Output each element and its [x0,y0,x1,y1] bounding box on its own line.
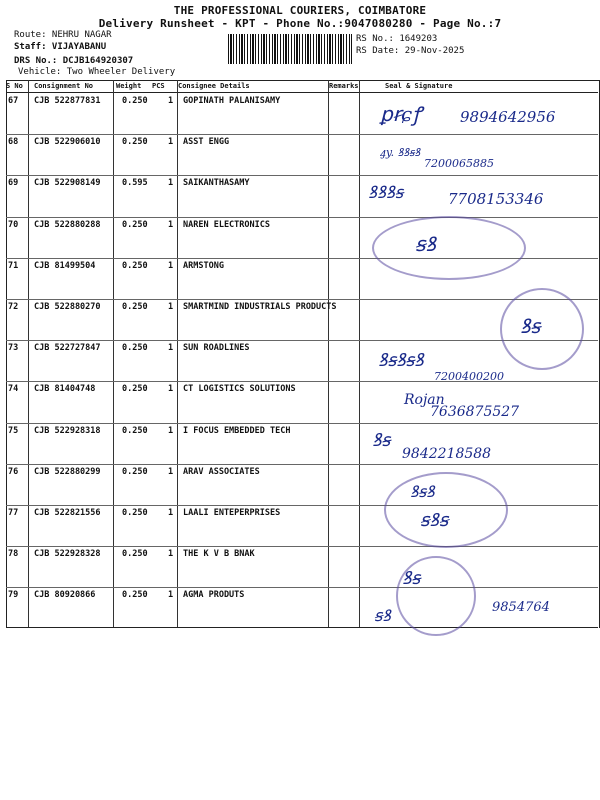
handwritten-phone: 7200065885 [424,157,494,170]
row-weight: 0.250 [122,549,148,560]
drs-number: DRS No.: DCJB164920307 [14,56,134,66]
handwritten-phone: 9842218588 [402,446,492,462]
row-pcs: 1 [168,425,174,436]
row-divider [6,587,598,588]
company-title: THE PROFESSIONAL COURIERS, COIMBATORE [173,4,427,17]
row-weight: 0.250 [122,137,148,148]
signature-mark: ꝸꝸꝸꞩ [368,183,403,203]
row-pcs: 1 [168,384,174,395]
row-consignment: CJB 522928328 [34,549,101,560]
col-line [328,80,329,627]
row-consignee: THE K V B BNAK [183,549,255,560]
signature-mark: ꝸꞩꝸ [410,482,435,501]
row-consignment: CJB 522877831 [34,96,101,106]
staff-label: Staff: VIJAYABANU [14,42,107,52]
row-pcs: 1 [168,590,174,601]
route-label: Route: NEHRU NAGAR [14,30,112,40]
header-divider [6,92,598,93]
col-header-pcs: PCS [152,82,165,90]
row-pcs: 1 [168,137,174,148]
col-line [177,80,178,627]
col-header-consignment: Consignment No [34,82,94,90]
handwritten-phone: 9854764 [492,600,550,615]
row-sno: 78 [8,549,19,560]
row-pcs: 1 [168,549,174,560]
row-sno: 68 [8,137,19,148]
row-consignee: ARMSTONG [183,260,224,271]
col-line [359,80,360,627]
row-consignee: CT LOGISTICS SOLUTIONS [183,384,296,395]
row-pcs: 1 [168,219,174,230]
row-consignee: I FOCUS EMBEDDED TECH [183,425,291,436]
row-sno: 74 [8,384,19,395]
row-weight: 0.250 [122,508,148,518]
company-stamp [500,288,584,370]
row-consignment: CJB 81404748 [34,384,96,395]
signature-mark: ꝸꞩ [372,430,391,451]
row-weight: 0.250 [122,96,148,106]
row-weight: 0.250 [122,260,148,271]
signature-mark: ꝑꞧɕꝭ [380,102,422,126]
row-weight: 0.250 [122,302,148,312]
row-weight: 0.250 [122,425,148,436]
row-consignment: CJB 80920866 [34,590,96,601]
table-bottom-border [6,627,598,628]
row-sno: 79 [8,590,19,601]
row-divider [6,546,598,547]
row-pcs: 1 [168,96,174,106]
row-divider [6,505,598,506]
row-consignment: CJB 522727847 [34,343,101,354]
row-consignment: CJB 522821556 [34,508,101,518]
col-header-remarks: Remarks [329,82,359,90]
handwritten-phone: 7200400200 [434,370,504,383]
row-divider [6,175,598,176]
row-weight: 0.595 [122,178,148,189]
row-weight: 0.250 [122,343,148,354]
col-line [28,80,29,627]
signature-mark: ꞩꝸ [374,606,391,625]
row-consignment: CJB 522928318 [34,425,101,436]
col-header-seal: Seal & Signature [385,82,453,90]
signature-mark: ꝸꞩ [402,568,421,589]
row-sno: 76 [8,466,19,477]
col-header-consignee: Consignee Details [178,82,250,90]
col-header-sno: S No [6,82,23,90]
col-header-weight: Weight [116,82,142,90]
handwritten-phone: 7708153346 [448,190,544,208]
rs-date: RS Date: 29-Nov-2025 [356,46,465,56]
signature-mark: ꞩꝸ [415,232,436,256]
handwritten-phone: 7636875527 [430,404,520,420]
row-pcs: 1 [168,508,174,518]
row-sno: 69 [8,178,19,189]
row-consignment: CJB 522906010 [34,137,101,148]
row-consignee: SUN ROADLINES [183,343,250,354]
row-sno: 75 [8,425,19,436]
signature-mark: Rojan [404,392,445,408]
row-sno: 70 [8,219,19,230]
row-pcs: 1 [168,343,174,354]
signature-mark: ꜭy. ꝸꝸꞩꝸ [380,146,421,159]
row-pcs: 1 [168,178,174,189]
row-divider [6,299,598,300]
row-consignment: CJB 522880288 [34,219,101,230]
row-consignment: CJB 522880270 [34,302,101,312]
row-consignee: AGMA PRODUTS [183,590,245,601]
signature-mark: ꝸꞩ [520,314,541,338]
row-pcs: 1 [168,260,174,271]
row-pcs: 1 [168,466,174,477]
signature-mark: ꞩꝸꞩ [420,510,449,531]
row-divider [6,464,598,465]
vehicle-label: Vehicle: Two Wheeler Delivery [18,67,176,77]
row-weight: 0.250 [122,384,148,395]
row-consignee: NAREN ELECTRONICS [183,219,270,230]
row-weight: 0.250 [122,219,148,230]
row-consignment: CJB 522880299 [34,466,101,477]
company-stamp [372,216,526,280]
rs-number: RS No.: 1649203 [356,34,438,44]
row-sno: 72 [8,302,19,312]
col-line [113,80,114,627]
row-divider [6,423,598,424]
row-sno: 71 [8,260,19,271]
barcode-image [228,34,352,64]
row-divider [6,134,598,135]
row-consignee: GOPINATH PALANISAMY [183,96,281,106]
row-divider [6,381,598,382]
row-pcs: 1 [168,302,174,312]
row-consignment: CJB 522908149 [34,178,101,189]
row-consignee: SMARTMIND INDUSTRIALS PRODUCTS [183,302,337,312]
signature-mark: ꝸꞩꝸꞩꝸ [378,350,424,371]
row-sno: 67 [8,96,19,106]
row-consignment: CJB 81499504 [34,260,96,271]
row-sno: 77 [8,508,19,518]
row-consignee: ARAV ASSOCIATES [183,466,260,477]
row-consignee: SAIKANTHASAMY [183,178,250,189]
row-weight: 0.250 [122,590,148,601]
row-divider [6,217,598,218]
row-sno: 73 [8,343,19,354]
runsheet-subtitle: Delivery Runsheet - KPT - Phone No.:9047080280 - Page No.:7 [98,17,502,30]
row-consignee: LAALI ENTEPERPRISES [183,508,281,518]
handwritten-phone: 9894642956 [460,108,556,126]
row-weight: 0.250 [122,466,148,477]
row-consignee: ASST ENGG [183,137,230,148]
